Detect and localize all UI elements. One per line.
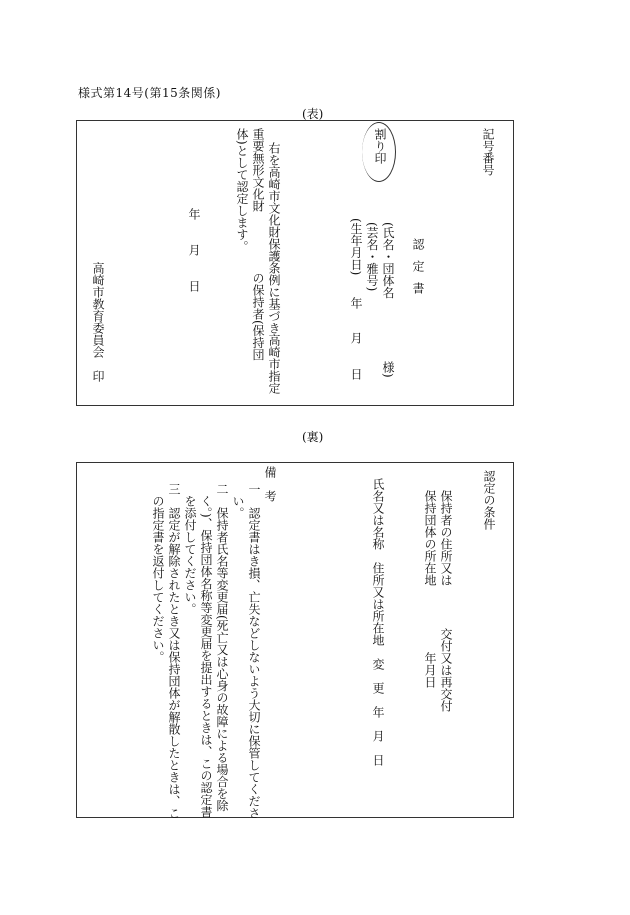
front-side-label: (表) [302, 107, 324, 121]
seal-mark: 割り印 [373, 128, 387, 164]
table-head-address: 保持者の住所又は [439, 490, 453, 586]
sama-suffix: 様) [381, 361, 395, 378]
record-number-label: 記号番号 [481, 128, 495, 176]
dob-month: 月 [349, 332, 363, 344]
note-3-line-2: の指定書を返付してください。 [151, 483, 165, 663]
note-1-line-2: い。 [231, 483, 245, 519]
front-certificate-box [76, 120, 514, 406]
issuer-name: 高崎市教育委員会 [91, 262, 105, 358]
change-record-line: 氏名又は名称 住所又は所在地 変 更 年 月 日 [371, 478, 385, 766]
certificate-body-line-1: 右を高崎市文化財保護条例に基づき高崎市指定 [267, 142, 281, 394]
table-head-location: 保持団体の所在地 [423, 490, 437, 586]
issue-day: 日 [187, 280, 201, 292]
issuer-seal: 印 [91, 370, 105, 382]
holder-alias-line: (芸名・雅号) [365, 222, 379, 292]
note-1-line-1: 一 認定書はき損、亡失などしないよう大切に保管してくださ [247, 483, 261, 819]
table-head-issue: 交付又は再交付 [439, 628, 453, 712]
certificate-title: 認定書 [411, 238, 425, 304]
form-number-header: 様式第14号(第15条関係) [78, 86, 221, 100]
back-side-label: (裏) [302, 430, 324, 444]
certificate-body-line-3: 体)として認定します。 [235, 128, 249, 253]
notes-title: 備 考 [263, 466, 277, 502]
certificate-body-line-2: 重要無形文化財 の保持者(保持団 [251, 128, 265, 361]
issue-month: 月 [187, 244, 201, 256]
note-2-line-1: 二 保持者氏名等変更届(死亡又は心身の故障による場合を除 [215, 483, 229, 812]
holder-dob-line: (生年月日) [349, 218, 363, 276]
issue-year: 年 [187, 208, 201, 220]
note-2-line-3: を添付してください。 [183, 483, 197, 615]
conditions-title: 認定の条件 [482, 470, 496, 530]
dob-year: 年 [349, 297, 363, 309]
note-2-line-2: く。)、保持団体名称等変更届を提出するときは、この認定書 [199, 483, 213, 818]
dob-day: 日 [349, 368, 363, 380]
note-3-line-1: 三 認定が解除されたとき又は保持団体が解散したときは、こ [167, 483, 181, 819]
table-head-date: 年月日 [423, 652, 437, 688]
holder-name-line: (氏名・団体名 [381, 222, 395, 299]
